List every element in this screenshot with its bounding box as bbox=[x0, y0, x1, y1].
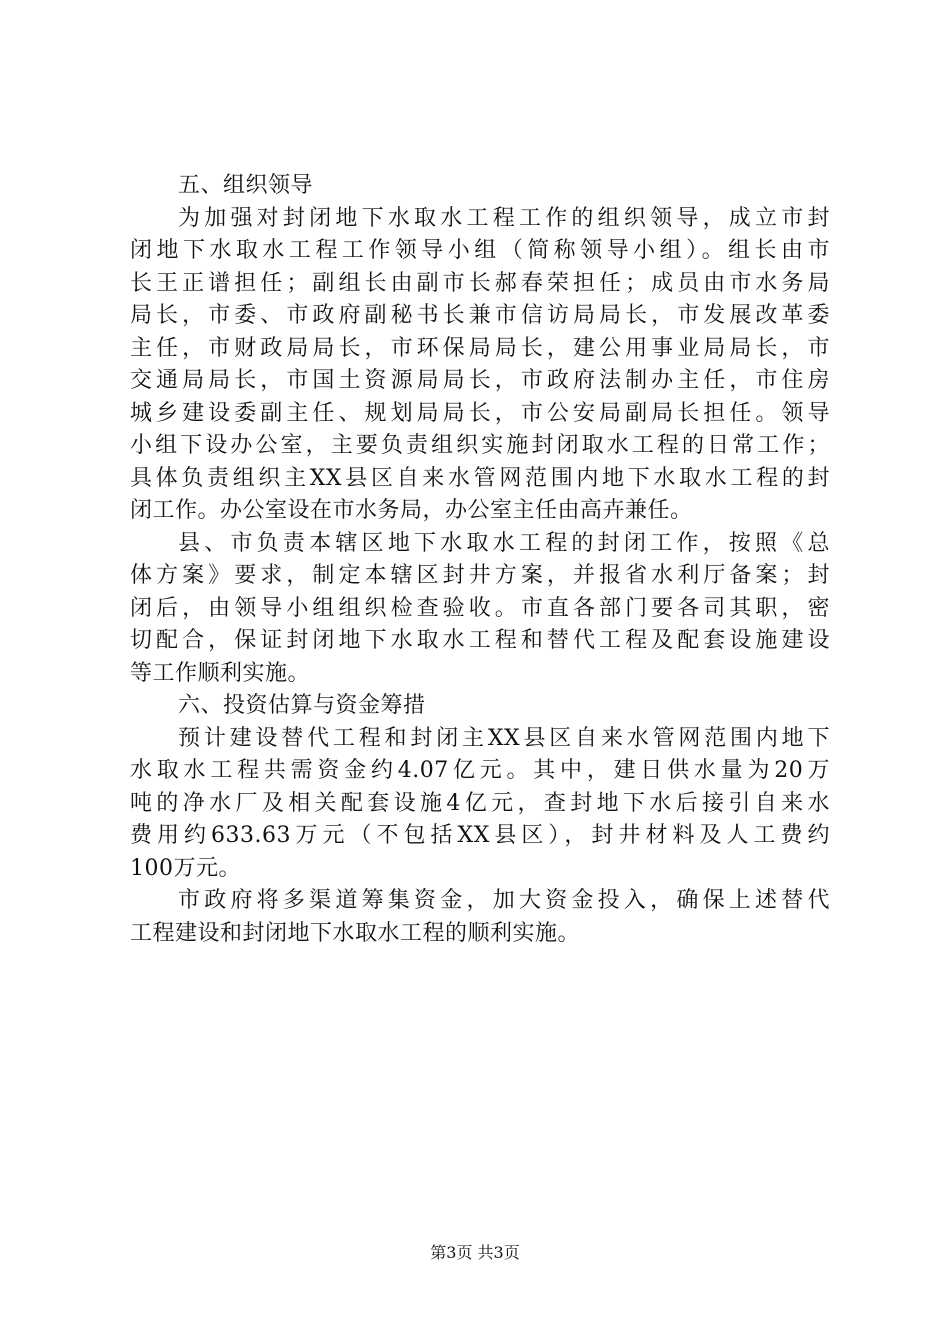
text-line: 吨的净水厂及相关配套设施4亿元，查封地下水后接引自来水 bbox=[130, 790, 830, 816]
text-line: 交通局局长，市国土资源局局长，市政府法制办主任，市住房 bbox=[130, 368, 830, 393]
page-footer: 第3页 共3页 bbox=[430, 1243, 520, 1262]
text-line: 五、组织领导 bbox=[178, 173, 314, 198]
text-line: 闭后，由领导小组组织检查验收。市直各部门要各司其职，密 bbox=[130, 595, 830, 621]
text-line: 等工作顺利实施。 bbox=[130, 660, 311, 686]
text-line: 长王正谱担任；副组长由副市长郝春荣担任；成员由市水务局 bbox=[130, 270, 830, 296]
text-line: 闭地下水取水工程工作领导小组（简称领导小组）。组长由市 bbox=[130, 238, 830, 263]
text-line: 具体负责组织主XX县区自来水管网范围内地下水取水工程的封 bbox=[130, 465, 830, 491]
text-line: 闭工作。办公室设在市水务局，办公室主任由高卉兼任。 bbox=[130, 498, 693, 523]
text-line: 费用约633.63万元（不包括XX县区），封井材料及人工费约 bbox=[130, 823, 830, 848]
document-body bbox=[130, 170, 830, 950]
text-line: 100万元。 bbox=[130, 855, 241, 881]
text-line: 预计建设替代工程和封闭主XX县区自来水管网范围内地下 bbox=[178, 725, 830, 751]
text-line: 主任，市财政局局长，市环保局局长，建公用事业局局长，市 bbox=[130, 335, 830, 361]
text-line: 水取水工程共需资金约4.07亿元。其中，建日供水量为20万 bbox=[130, 758, 830, 783]
text-line: 工程建设和封闭地下水取水工程的顺利实施。 bbox=[130, 920, 581, 946]
text-line: 六、投资估算与资金筹措 bbox=[178, 693, 426, 718]
text-line: 县、市负责本辖区地下水取水工程的封闭工作，按照《总 bbox=[178, 530, 830, 556]
text-line: 为加强对封闭地下水取水工程工作的组织领导，成立市封 bbox=[178, 205, 830, 231]
text-line: 切配合，保证封闭地下水取水工程和替代工程及配套设施建设 bbox=[130, 628, 830, 653]
text-line: 小组下设办公室，主要负责组织实施封闭取水工程的日常工作； bbox=[130, 433, 830, 458]
text-line: 体方案》要求，制定本辖区封井方案，并报省水利厅备案；封 bbox=[130, 563, 830, 588]
text-line: 局长，市委、市政府副秘书长兼市信访局局长，市发展改革委 bbox=[130, 303, 830, 328]
text-line: 市政府将多渠道筹集资金，加大资金投入，确保上述替代 bbox=[178, 888, 830, 913]
text-line: 城乡建设委副主任、规划局局长，市公安局副局长担任。领导 bbox=[130, 400, 830, 426]
